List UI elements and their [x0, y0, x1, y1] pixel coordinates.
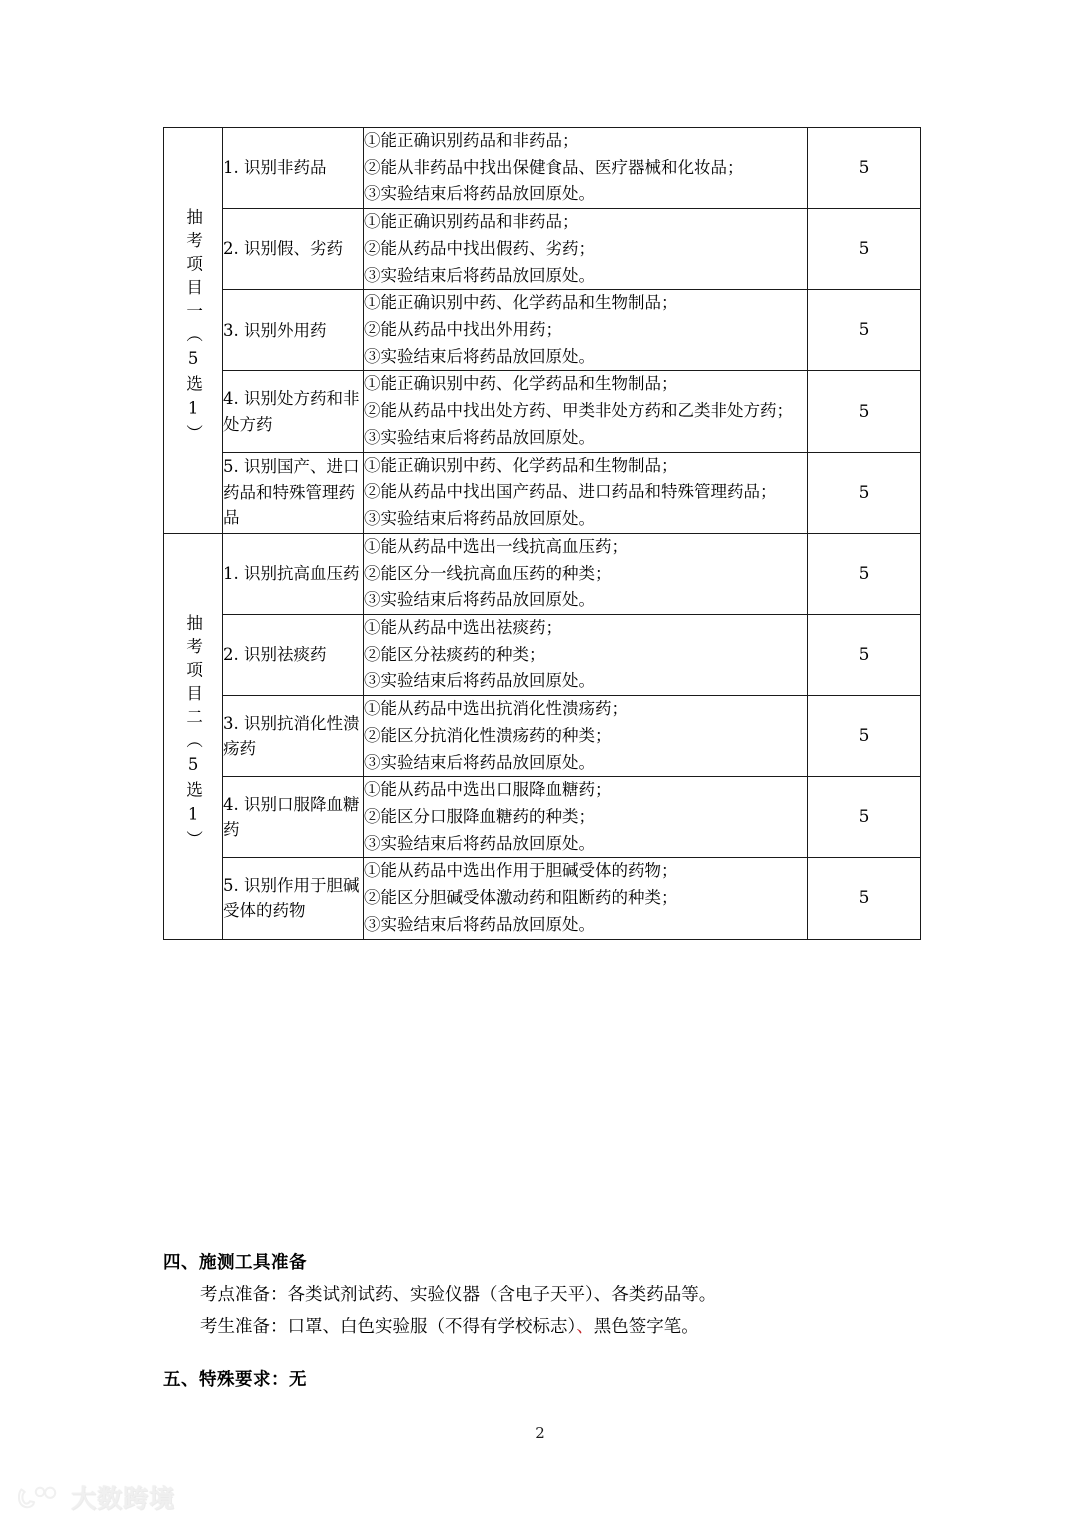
criteria-line: ①能正确识别药品和非药品； — [364, 212, 579, 232]
table-row — [164, 696, 921, 777]
criteria-line: ③实验结束后将药品放回原处。 — [364, 833, 595, 853]
criteria-cell — [364, 614, 808, 695]
criteria-line: ②能从药品中找出处方药、甲类非处方药和乙类非处方药； — [364, 401, 793, 421]
score-cell: 5 — [808, 209, 921, 290]
criteria-line: ③实验结束后将药品放回原处。 — [364, 914, 595, 934]
criteria-line: ①能从药品中选出祛痰药； — [364, 617, 562, 637]
item-name-cell: 5. 识别作用于胆碱受体的药物 — [223, 858, 364, 939]
candidate-line-part2: 黑色签字笔。 — [593, 1316, 699, 1337]
score-cell: 5 — [808, 371, 921, 452]
criteria-line: ①能正确识别中药、化学药品和生物制品； — [364, 455, 678, 475]
item-name-cell: 1. 识别非药品 — [223, 128, 364, 209]
criteria-line: ①能正确识别中药、化学药品和生物制品； — [364, 293, 678, 313]
item-name-cell: 4. 识别处方药和非处方药 — [223, 371, 364, 452]
table-row — [164, 371, 921, 452]
table-row — [164, 777, 921, 858]
criteria-line: ②能区分抗消化性溃疡药的种类； — [364, 725, 612, 745]
criteria-line: ①能正确识别中药、化学药品和生物制品； — [364, 374, 678, 394]
page-number: 2 — [535, 1424, 545, 1442]
tools-exam-site-line: 考点准备：各类试剂试药、实验仪器（含电子天平）、各类药品等。 — [200, 1285, 717, 1306]
criteria-line: ②能区分祛痰药的种类； — [364, 644, 546, 664]
criteria-line: ③实验结束后将药品放回原处。 — [364, 184, 595, 204]
section-heading-tools: 四、施测工具准备 — [163, 1253, 307, 1273]
tools-candidate-line — [163, 1313, 963, 1341]
watermark — [18, 1479, 175, 1515]
criteria-line: ②能区分一线抗高血压药的种类； — [364, 563, 612, 583]
table-row — [164, 209, 921, 290]
criteria-cell — [364, 128, 808, 209]
item-name-cell: 3. 识别抗消化性溃疡药 — [223, 696, 364, 777]
item-name-cell: 1. 识别抗高血压药 — [223, 533, 364, 614]
criteria-line: ③实验结束后将药品放回原处。 — [364, 752, 595, 772]
criteria-line: ②能从药品中找出国产药品、进口药品和特殊管理药品； — [364, 482, 777, 502]
document-body-text — [163, 1250, 963, 1398]
criteria-line: ②能区分胆碱受体激动药和阻断药的种类； — [364, 888, 678, 908]
table-row — [164, 128, 921, 209]
table-row — [164, 290, 921, 371]
table-row — [164, 452, 921, 533]
criteria-line: ②能区分口服降血糖药的种类； — [364, 806, 595, 826]
score-cell: 5 — [808, 128, 921, 209]
item-name-cell: 5. 识别国产、进口药品和特殊管理药品 — [223, 452, 364, 533]
section-label-text: 抽考项目一（5选1） — [183, 208, 203, 449]
score-cell: 5 — [808, 290, 921, 371]
criteria-line: ③实验结束后将药品放回原处。 — [364, 265, 595, 285]
criteria-cell — [364, 533, 808, 614]
red-punctuation-mark: 、 — [576, 1316, 594, 1337]
criteria-cell — [364, 858, 808, 939]
criteria-line: ①能正确识别药品和非药品； — [364, 131, 579, 150]
item-name-cell: 4. 识别口服降血糖药 — [223, 777, 364, 858]
criteria-line: ③实验结束后将药品放回原处。 — [364, 509, 595, 529]
section-label-cell — [164, 533, 223, 939]
watermark-text: 大数跨境 — [71, 1484, 176, 1513]
criteria-cell — [364, 371, 808, 452]
score-cell: 5 — [808, 858, 921, 939]
table-row — [164, 533, 921, 614]
criteria-line: ①能从药品中选出一线抗高血压药； — [364, 536, 628, 556]
criteria-line: ②能从药品中找出假药、劣药； — [364, 238, 595, 258]
criteria-cell — [364, 209, 808, 290]
section-heading-special: 五、特殊要求：无 — [163, 1369, 307, 1390]
score-cell: 5 — [808, 614, 921, 695]
criteria-line: ①能从药品中选出口服降血糖药； — [364, 780, 612, 800]
criteria-line: ③实验结束后将药品放回原处。 — [364, 671, 595, 691]
criteria-line: ②能从非药品中找出保健食品、医疗器械和化妆品； — [364, 157, 744, 177]
criteria-line: ③实验结束后将药品放回原处。 — [364, 427, 595, 447]
criteria-cell — [364, 777, 808, 858]
criteria-line: ①能从药品中选出抗消化性溃疡药； — [364, 699, 628, 719]
table-row — [164, 858, 921, 939]
criteria-line: ②能从药品中找出外用药； — [364, 320, 562, 340]
item-name-cell: 2. 识别假、劣药 — [223, 209, 364, 290]
table-row — [164, 614, 921, 695]
item-name-cell: 2. 识别祛痰药 — [223, 614, 364, 695]
score-cell: 5 — [808, 696, 921, 777]
watermark-logo-icon — [18, 1484, 62, 1510]
criteria-cell — [364, 452, 808, 533]
criteria-line: ①能从药品中选出作用于胆碱受体的药物； — [364, 861, 678, 881]
candidate-line-part1: 考生准备：口罩、白色实验服（不得有学校标志） — [200, 1316, 577, 1337]
criteria-line: ③实验结束后将药品放回原处。 — [364, 346, 595, 366]
item-name-cell: 3. 识别外用药 — [223, 290, 364, 371]
criteria-line: ③实验结束后将药品放回原处。 — [364, 590, 595, 610]
section-label-text: 抽考项目二（5选1） — [183, 614, 203, 855]
score-cell: 5 — [808, 452, 921, 533]
criteria-cell — [364, 696, 808, 777]
section-label-cell — [164, 128, 223, 534]
assessment-criteria-table — [163, 127, 921, 940]
score-cell: 5 — [808, 533, 921, 614]
criteria-cell — [364, 290, 808, 371]
score-cell: 5 — [808, 777, 921, 858]
